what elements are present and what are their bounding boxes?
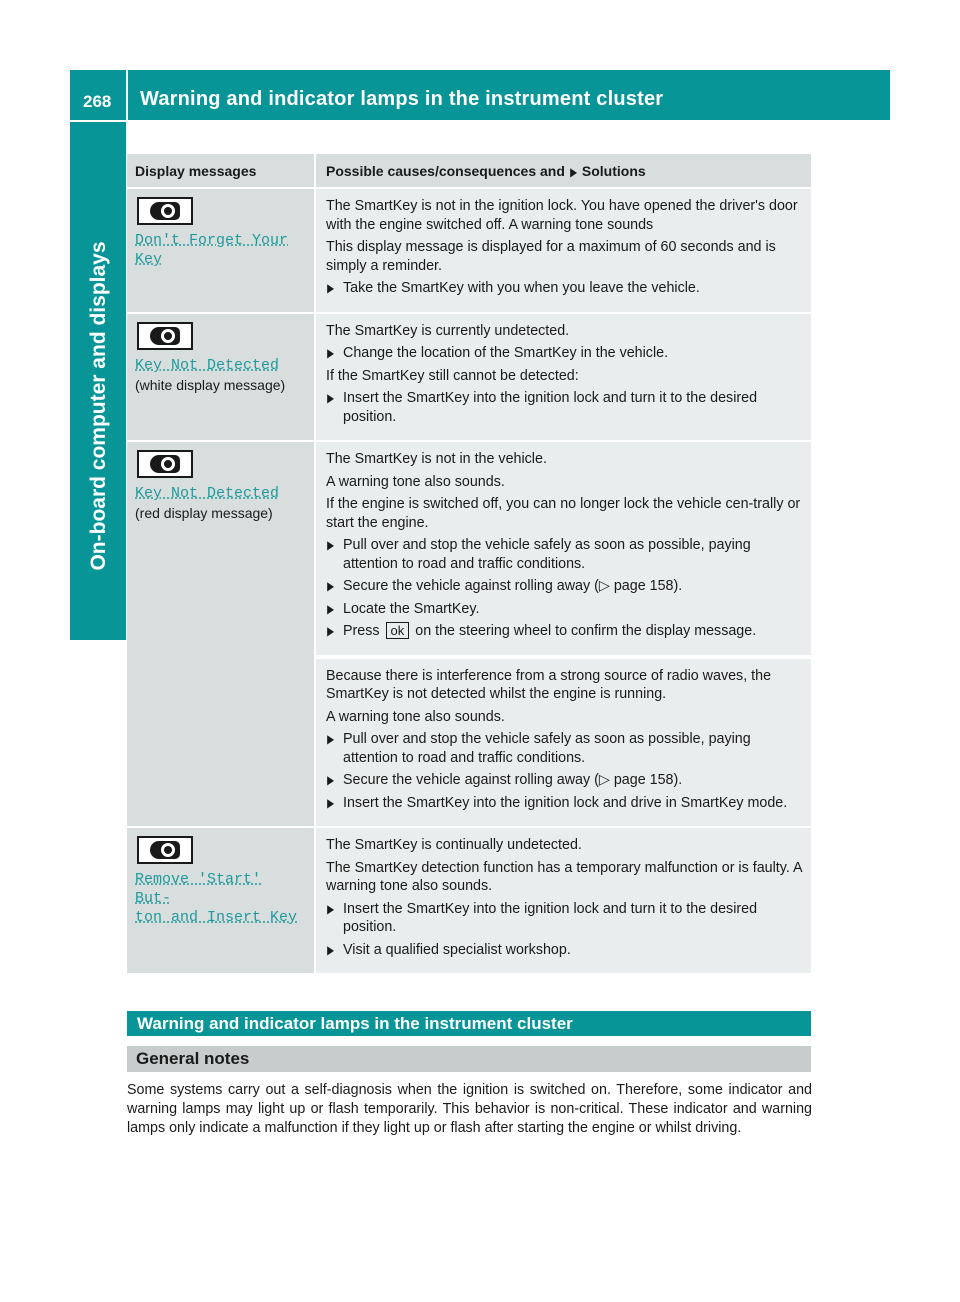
subsection-heading-title: General notes <box>136 1049 250 1068</box>
section-heading-title: Warning and indicator lamps in the instrument cluster <box>137 1014 573 1033</box>
solution-text: The SmartKey is not in the vehicle. <box>326 451 547 467</box>
arrow-icon: ▶ <box>569 165 577 179</box>
smartkey-star <box>161 843 175 857</box>
display-message-cell <box>127 314 314 443</box>
display-message-text: Key <box>135 251 163 268</box>
smartkey-icon <box>137 836 193 864</box>
solution-text: A warning tone also sounds. <box>326 708 505 725</box>
column-header-prefix: Possible causes/consequences and <box>326 163 565 179</box>
step-text: Press <box>343 623 380 639</box>
instruction-step: ▶ Take the SmartKey with you when you leave the vehicle. <box>326 279 803 298</box>
column-header-solutions <box>314 154 811 189</box>
page-number-box <box>70 70 126 120</box>
solution-text: If the engine is switched off, you can no longer lock the vehicle cen-trally or start the engine. <box>326 496 801 531</box>
solutions-cell <box>314 657 811 829</box>
subsection-heading <box>127 1046 811 1072</box>
instruction-step: ▶ Insert the SmartKey into the ignition lock and drive in SmartKey mode. <box>326 794 803 813</box>
solution-text: The SmartKey detection function has a temporary malfunction or is faulty. A warning tone also sounds. <box>326 859 802 894</box>
display-message-note: (white display message) <box>135 376 286 393</box>
display-message-note: (red display message) <box>135 505 273 521</box>
instruction-step: ▶ Pull over and stop the vehicle safely as soon as possible, paying attention to road and traffic conditions. <box>326 730 803 767</box>
display-message-text: Remove 'Start' But‐ <box>135 871 262 907</box>
table-row <box>127 828 811 975</box>
solution-text: The SmartKey is currently undetected. <box>326 322 570 339</box>
solution-text: This display message is displayed for a maximum of 60 seconds and is simply a reminder. <box>326 239 776 274</box>
instruction-step: ▶ Locate the SmartKey. <box>326 600 803 619</box>
smartkey-icon <box>137 450 193 478</box>
smartkey-star <box>161 457 175 471</box>
instruction-step: ▶ Insert the SmartKey into the ignition lock and turn it to the desired position. <box>326 389 803 426</box>
running-header <box>128 70 890 120</box>
solution-text: The SmartKey is continually undetected. <box>326 837 582 853</box>
table-row <box>127 442 811 657</box>
smartkey-star <box>161 329 175 343</box>
instruction-step: ▶ Visit a qualified specialist workshop. <box>326 941 803 960</box>
instruction-step: ▶ Change the location of the SmartKey in the vehicle. <box>326 344 803 363</box>
running-header-title: Warning and indicator lamps in the instrument cluster <box>140 88 664 110</box>
smartkey-star <box>161 204 175 218</box>
section-heading <box>127 1011 811 1036</box>
solution-text: The SmartKey is not in the ignition lock. You have opened the driver's door with the engine switched off. A warning tone sounds <box>326 198 798 233</box>
step-text: on the steering wheel to confirm the display message. <box>415 623 757 639</box>
solution-text: If the SmartKey still cannot be detected: <box>326 367 579 384</box>
instruction-step: ▶ Secure the vehicle against rolling away (▷ page 158). <box>326 577 803 596</box>
instruction-step: ▶ Pull over and stop the vehicle safely as soon as possible, paying attention to road and traffic conditions. <box>326 536 803 573</box>
solutions-cell <box>314 189 811 314</box>
solution-text: Because there is interference from a strong source of radio waves, the SmartKey is not detected whilst the engine is running. <box>326 667 772 702</box>
ok-button-icon: ok <box>386 622 410 639</box>
smartkey-icon <box>137 322 193 350</box>
display-messages-table <box>127 154 811 975</box>
solutions-cell <box>314 314 811 443</box>
instruction-step: ▶ Insert the SmartKey into the ignition lock and turn it to the desired position. <box>326 900 803 937</box>
solutions-cell <box>314 442 811 657</box>
display-message-text: Key Not Detected <box>135 485 280 502</box>
column-header-suffix: Solutions <box>581 163 646 179</box>
instruction-step: ▶ Secure the vehicle against rolling away (▷ page 158). <box>326 771 803 790</box>
smartkey-icon <box>137 197 193 225</box>
general-notes-body: Some systems carry out a self-diagnosis when the ignition is switched on. Therefore, some indicator and warning lamps may light up or flash temporarily. This behavior is non-critical. These indicator and warning lamps only indicate a malfunction if they light up or flash after starting the engine or whilst driving. <box>127 1082 812 1136</box>
display-message-text: Don't Forget Your <box>135 232 289 249</box>
instruction-step <box>326 622 803 641</box>
table-row <box>127 189 811 314</box>
display-message-cell <box>127 442 314 828</box>
display-message-text: Key Not Detected <box>135 356 280 374</box>
table-row <box>127 314 811 443</box>
display-message-text: ton and Insert Key <box>135 909 298 926</box>
chapter-side-tab-label: On-board computer and displays <box>87 241 110 571</box>
display-message-cell <box>127 189 314 314</box>
display-message-cell <box>127 828 314 975</box>
solutions-cell <box>314 828 811 975</box>
page-number: 268 <box>83 92 112 111</box>
column-header-display-messages: Display messages <box>127 154 314 189</box>
solution-text: A warning tone also sounds. <box>326 473 505 490</box>
